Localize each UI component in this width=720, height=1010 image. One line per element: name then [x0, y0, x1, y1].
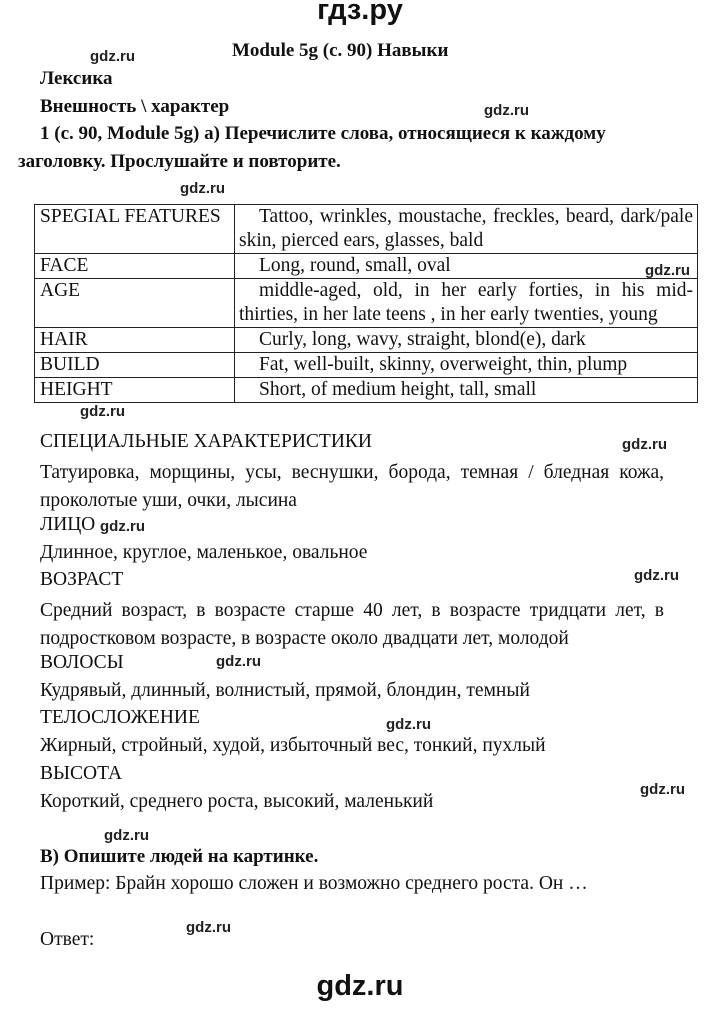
table-row — [35, 378, 698, 403]
watermark: gdz.ru — [484, 102, 529, 119]
translation-text: Короткий, среднего роста, высокий, маленький — [40, 791, 434, 812]
table-cell-category: FACE — [35, 254, 235, 279]
watermark: gdz.ru — [80, 403, 125, 420]
translation-heading: ВОЛОСЫ — [40, 652, 124, 673]
watermark: gdz.ru — [186, 919, 231, 936]
table-cell-category: HEIGHT — [35, 378, 235, 403]
translation-heading: ВЫСОТА — [40, 763, 123, 784]
table-row — [35, 279, 698, 328]
watermark: gdz.ru — [622, 436, 667, 453]
watermark: gdz.ru — [90, 48, 135, 65]
task-b-example: Пример: Брайн хорошо сложен и возможно среднего роста. Он … — [40, 873, 588, 894]
table-cell-words: Short, of medium height, tall, small — [235, 378, 698, 403]
table-cell-category: HAIR — [35, 328, 235, 353]
table-cell-category: AGE — [35, 279, 235, 328]
table-cell-words: Fat, well-built, skinny, overweight, thin, plump — [235, 353, 698, 378]
translation-text: Средний возраст, в возрасте старше 40 лет, в возрасте тридцати лет, в подростковом возрасте, в возрасте около двадцати лет, молодой — [40, 600, 664, 649]
page-title: Module 5g (с. 90) Навыки — [232, 40, 449, 61]
translation-heading: ЛИЦО — [40, 514, 96, 535]
translation-text: Длинное, круглое, маленькое, овальное — [40, 542, 368, 563]
task1-prompt-line2: заголовку. Прослушайте и повторите. — [18, 151, 341, 172]
table-cell-category: BUILD — [35, 353, 235, 378]
task-b-prompt: B) Опишите людей на картинке. — [40, 846, 319, 867]
watermark: gdz.ru — [104, 827, 149, 844]
table-cell-words: Long, round, small, oval — [235, 254, 698, 279]
watermark: gdz.ru — [634, 567, 679, 584]
watermark: gdz.ru — [180, 180, 225, 197]
subsection-heading: Внешность \ характер — [40, 96, 230, 117]
site-header: гдз.ру — [317, 0, 403, 26]
section-heading: Лексика — [40, 68, 113, 89]
table-row — [35, 254, 698, 279]
translation-heading: ТЕЛОСЛОЖЕНИЕ — [40, 707, 200, 728]
translation-text: Жирный, стройный, худой, избыточный вес, тонкий, пухлый — [40, 735, 546, 756]
task1-prompt-line1: 1 (с. 90, Module 5g) а) Перечислите слова, относящиеся к каждому — [40, 123, 606, 144]
watermark: gdz.ru — [100, 518, 145, 535]
watermark: gdz.ru — [216, 653, 261, 670]
translation-text: Кудрявый, длинный, волнистый, прямой, блондин, темный — [40, 680, 530, 701]
table-row — [35, 353, 698, 378]
watermark: gdz.ru — [386, 716, 431, 733]
translation-heading: СПЕЦИАЛЬНЫЕ ХАРАКТЕРИСТИКИ — [40, 431, 372, 452]
answer-label: Ответ: — [40, 929, 95, 950]
watermark: gdz.ru — [645, 262, 690, 279]
site-footer: gdz.ru — [316, 970, 404, 1002]
vocab-table — [34, 204, 698, 403]
table-row — [35, 205, 698, 254]
table-cell-words: Curly, long, wavy, straight, blond(e), dark — [235, 328, 698, 353]
watermark: gdz.ru — [640, 781, 685, 798]
translation-text: Татуировка, морщины, усы, веснушки, борода, темная / бледная кожа, проколотые уши, очки, лысина — [40, 462, 664, 511]
table-cell-words: middle-aged, old, in her early forties, in his mid-thirties, in her late teens , in her early twenties, young — [235, 279, 698, 328]
table-cell-category: SPEGIAL FEATURES — [35, 205, 235, 254]
table-cell-words: Tattoo, wrinkles, moustache, freckles, beard, dark/pale skin, pierced ears, glasses, bald — [235, 205, 698, 254]
translation-heading: ВОЗРАСТ — [40, 569, 124, 590]
table-row — [35, 328, 698, 353]
